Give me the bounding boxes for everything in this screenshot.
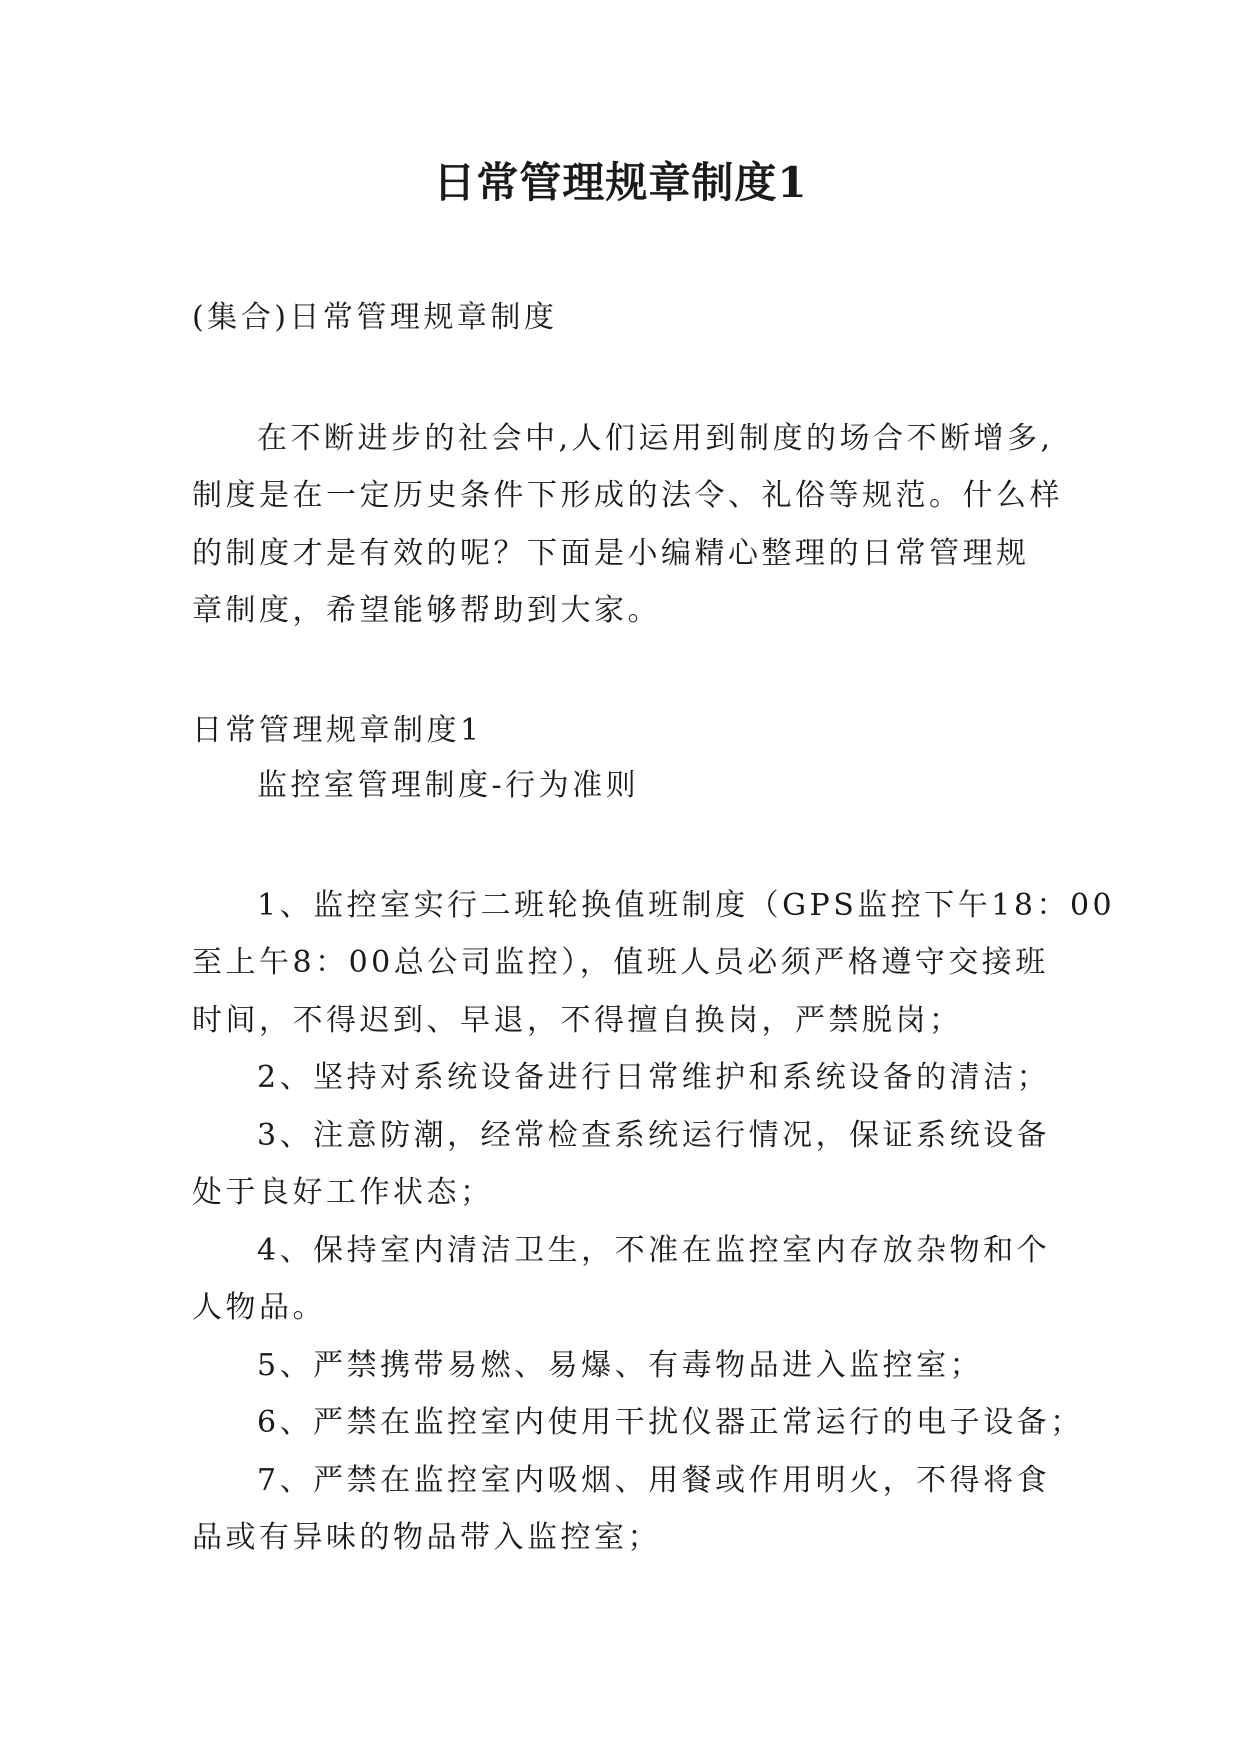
rule-2-line-1: 2、坚持对系统设备进行日常维护和系统设备的清洁； [257, 1060, 1051, 1095]
section-subheading: 监控室管理制度-行为准则 [257, 768, 640, 803]
rule-3-line-2: 处于良好工作状态； [192, 1175, 494, 1210]
intro-line-2: 制度是在一定历史条件下形成的法令、礼俗等规范。什么样 [192, 478, 1063, 513]
intro-line-1: 在不断进步的社会中,人们运用到制度的场合不断增多, [257, 421, 1054, 456]
rule-4-line-1: 4、保持室内清洁卫生，不准在监控室内存放杂物和个 [257, 1233, 1051, 1268]
intro-line-3: 的制度才是有效的呢？下面是小编精心整理的日常管理规 [192, 536, 1030, 571]
page-title: 日常管理规章制度1 [433, 158, 808, 207]
rule-6-line-1: 6、严禁在监控室内使用干扰仪器正常运行的电子设备； [257, 1405, 1084, 1440]
section-heading: 日常管理规章制度1 [192, 713, 483, 748]
rule-7-line-2: 品或有异味的物品带入监控室； [192, 1520, 661, 1555]
rule-1-line-1: 1、监控室实行二班轮换值班制度（GPS监控下午18：00 [257, 888, 1116, 923]
rule-3-line-1: 3、注意防潮，经常检查系统运行情况，保证系统设备 [257, 1118, 1051, 1153]
rule-7-line-1: 7、严禁在监控室内吸烟、用餐或作用明火，不得将食 [257, 1463, 1051, 1498]
document-subtitle: (集合)日常管理规章制度 [192, 300, 558, 335]
intro-line-4: 章制度，希望能够帮助到大家。 [192, 593, 661, 628]
rule-1-line-2: 至上午8：00总公司监控），值班人员必须严格遵守交接班 [192, 945, 1049, 980]
rule-4-line-2: 人物品。 [192, 1290, 326, 1325]
rule-1-line-3: 时间，不得迟到、早退，不得擅自换岗，严禁脱岗； [192, 1003, 963, 1038]
rule-5-line-1: 5、严禁携带易燃、易爆、有毒物品进入监控室； [257, 1348, 984, 1383]
